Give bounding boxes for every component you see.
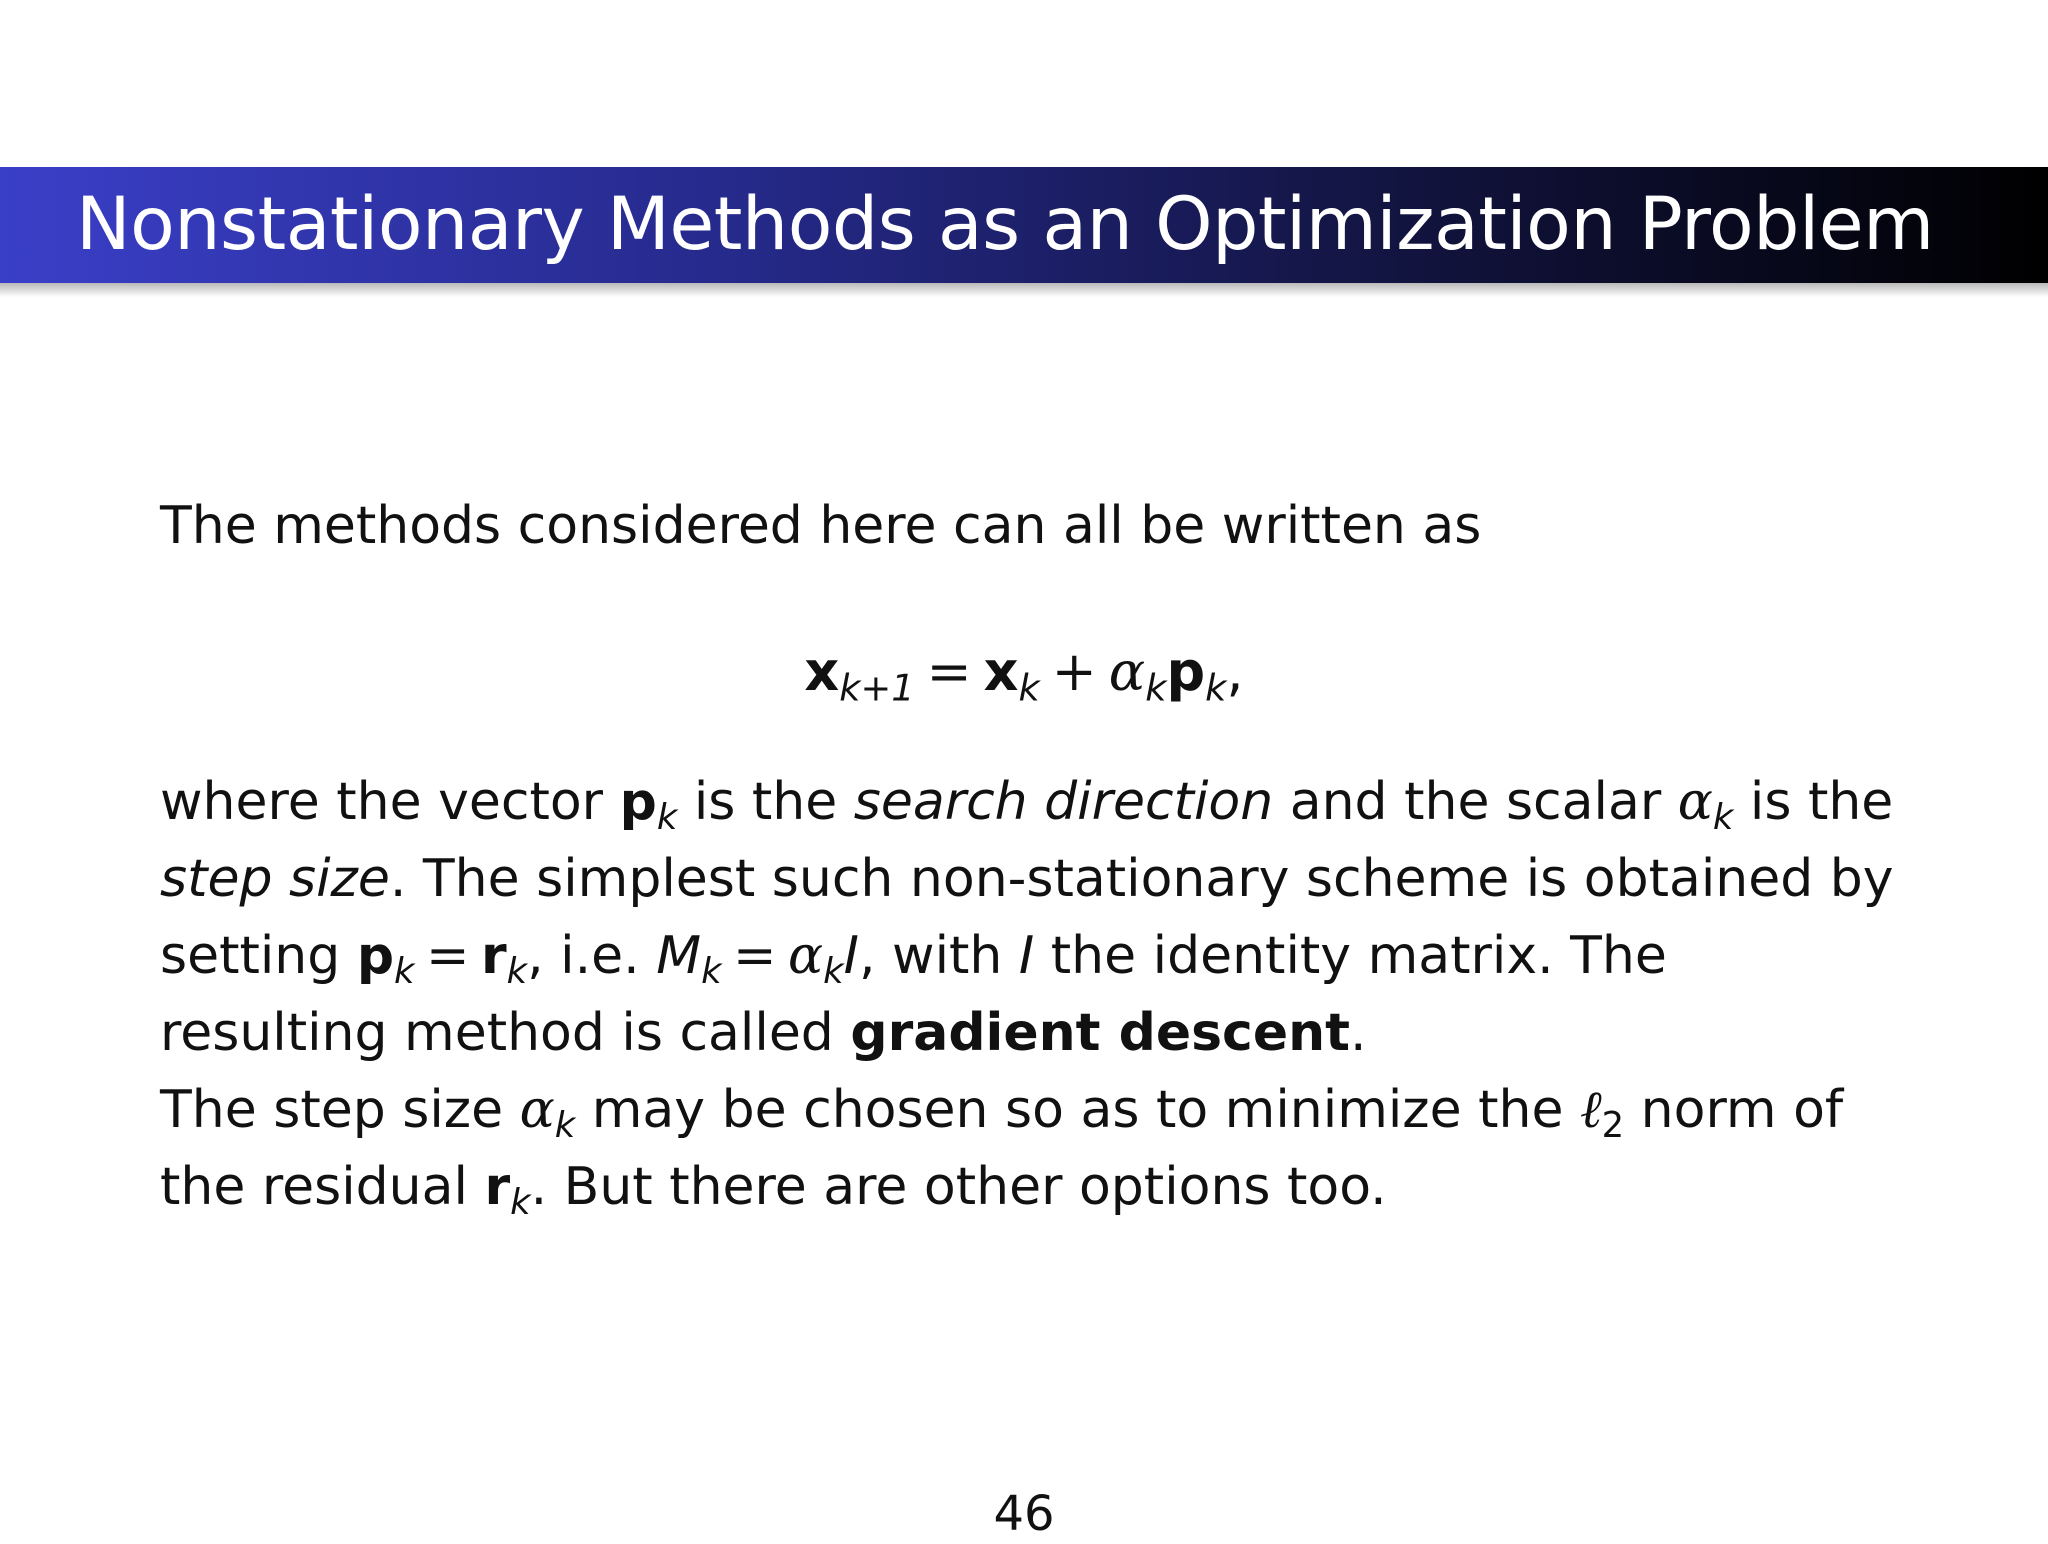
title-bar-shadow: [0, 283, 2048, 297]
paragraph-line-5: [160, 1072, 1920, 1149]
text-segment: is the: [1733, 772, 1894, 832]
text-segment: .: [1350, 1003, 1367, 1063]
symbol-I: I: [843, 926, 859, 986]
symbol-alpha: α: [788, 926, 824, 986]
eq-alpha-sub-k: k: [1145, 666, 1167, 710]
paragraph-line-4: [160, 995, 1920, 1072]
eq-p: p: [1166, 640, 1206, 703]
explanation-paragraph: [160, 764, 1920, 1226]
symbol-sub-k: k: [554, 1104, 576, 1146]
text-segment: where the vector: [160, 772, 620, 832]
text-segment: resulting method is called: [160, 1003, 851, 1063]
symbol-equals: =: [733, 926, 777, 986]
paragraph-line-2: [160, 841, 1920, 918]
slide-title: Nonstationary Methods as an Optimization Problem: [76, 182, 1934, 267]
text-segment: setting: [160, 926, 357, 986]
eq-x-lhs: x: [804, 640, 840, 703]
text-segment: , i.e.: [527, 926, 657, 986]
eq-alpha: α: [1108, 640, 1146, 703]
text-segment: the identity matrix. The: [1034, 926, 1667, 986]
symbol-ell: ℓ: [1579, 1080, 1602, 1140]
eq-sub-k-plus-1: k+1: [839, 666, 915, 710]
text-segment: and the scalar: [1273, 772, 1678, 832]
symbol-sub-k: k: [394, 950, 415, 992]
symbol-p: p: [619, 772, 657, 832]
symbol-sub-k: k: [823, 950, 844, 992]
paragraph-line-1: [160, 764, 1920, 841]
symbol-sub-2: 2: [1601, 1104, 1625, 1146]
text-segment: is the: [677, 772, 854, 832]
term-step-size: step size: [160, 849, 390, 909]
text-segment: . The simplest such non-stationary scheme is obtained by: [389, 849, 1894, 909]
symbol-sub-k: k: [701, 950, 722, 992]
eq-p-sub-k: k: [1205, 666, 1227, 710]
text-segment: , with: [858, 926, 1019, 986]
text-segment: the residual: [160, 1157, 485, 1217]
symbol-alpha: α: [519, 1080, 555, 1140]
symbol-alpha: α: [1677, 772, 1713, 832]
page-number: 46: [993, 1486, 1055, 1542]
text-segment: The step size: [160, 1080, 520, 1140]
symbol-sub-k: k: [1712, 796, 1734, 838]
eq-comma: ,: [1226, 640, 1244, 703]
symbol-I: I: [1018, 926, 1035, 986]
symbol-r: r: [480, 926, 507, 986]
symbol-sub-k: k: [506, 950, 528, 992]
text-segment: . But there are other options too.: [530, 1157, 1387, 1217]
term-search-direction: search direction: [853, 772, 1274, 832]
text-segment: may be chosen so as to minimize the: [575, 1080, 1580, 1140]
symbol-sub-k: k: [510, 1181, 531, 1223]
eq-sub-k: k: [1018, 666, 1040, 710]
update-equation: [0, 632, 2048, 712]
eq-plus: +: [1051, 640, 1097, 703]
paragraph-line-6: [160, 1149, 1920, 1226]
text-segment: norm of: [1624, 1080, 1844, 1140]
intro-text: The methods considered here can all be written as: [160, 496, 1482, 556]
symbol-r: r: [484, 1157, 511, 1217]
eq-x-rhs: x: [983, 640, 1019, 703]
symbol-p: p: [356, 926, 395, 986]
symbol-sub-k: k: [656, 796, 678, 838]
symbol-M: M: [656, 926, 702, 986]
paragraph-line-3: [160, 918, 1920, 995]
eq-equals: =: [926, 640, 972, 703]
symbol-equals: =: [425, 926, 470, 986]
term-gradient-descent: gradient descent: [850, 1003, 1351, 1063]
